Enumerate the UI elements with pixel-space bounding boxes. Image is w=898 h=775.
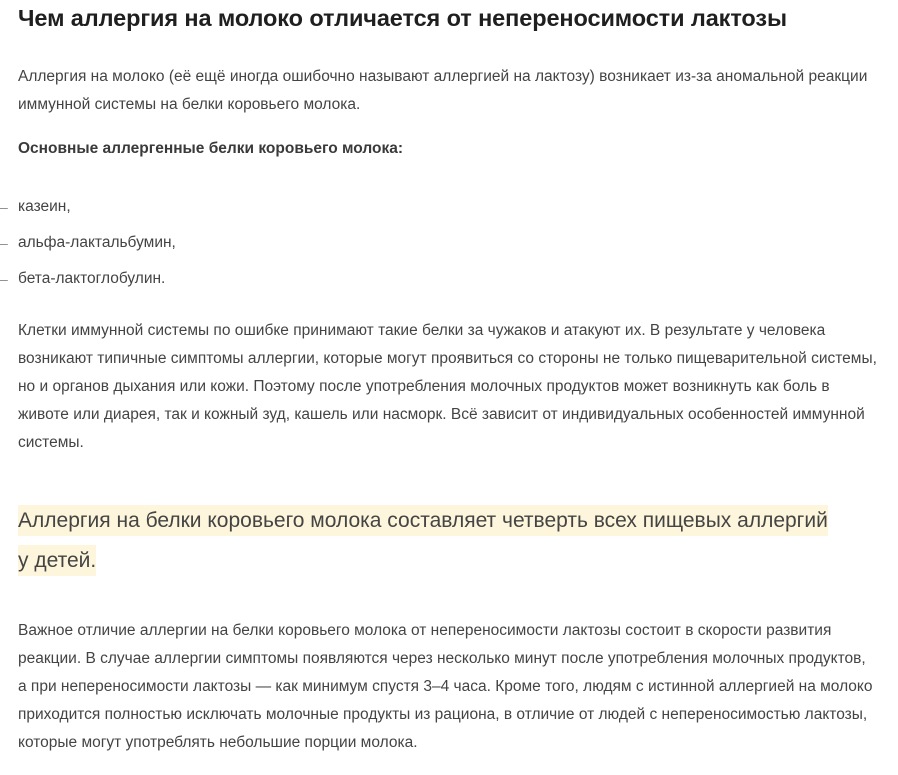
highlight-callout	[18, 501, 840, 581]
list-item	[0, 261, 878, 297]
list-dash-icon: –	[0, 271, 8, 287]
list-dash-icon: –	[0, 235, 8, 251]
list-item	[0, 225, 878, 261]
list-item	[0, 189, 878, 225]
immune-paragraph: Клетки иммунной системы по ошибке принимают такие белки за чужаков и атакуют их. В результате у человека возникают типичные симптомы аллергии, которые могут проявиться со стороны не только пищеварительной системы, но и органов дыхания или кожи. Поэтому после употребления молочных продуктов может возникнуть как боль в животе или диарея, так и кожный зуд, кашель или насморк. Всё зависит от индивидуальных особенностей иммунной системы.	[18, 322, 877, 451]
article-title: Чем аллергия на молоко отличается от непереносимости лактозы	[18, 5, 787, 31]
list-item-text: казеин,	[18, 198, 71, 215]
list-dash-icon: –	[0, 199, 8, 215]
intro-paragraph: Аллергия на молоко (её ещё иногда ошибочно называют аллергией на лактозу) возникает из-за аномальной реакции иммунной системы на белки коровьего молока.	[18, 68, 868, 113]
list-item-text: альфа-лактальбумин,	[18, 234, 176, 251]
proteins-list	[0, 189, 878, 297]
difference-paragraph: Важное отличие аллергии на белки коровьего молока от непереносимости лактозы состоит в скорости развития реакции. В случае аллергии симптомы появляются через несколько минут после употребления молочных продуктов, а при непереносимости лактозы — как минимум спустя 3–4 часа. Кроме того, людям с истинной аллергией на молоко приходится полностью исключать молочные продукты из рациона, в отличие от людей с непереносимостью лактозы, которые могут употреблять небольшие порции молока.	[18, 622, 873, 751]
list-item-text: бета-лактоглобулин.	[18, 270, 166, 287]
proteins-heading: Основные аллергенные белки коровьего молока:	[18, 140, 404, 157]
callout-text: Аллергия на белки коровьего молока составляет четверть всех пищевых аллергий у детей.	[18, 505, 828, 576]
